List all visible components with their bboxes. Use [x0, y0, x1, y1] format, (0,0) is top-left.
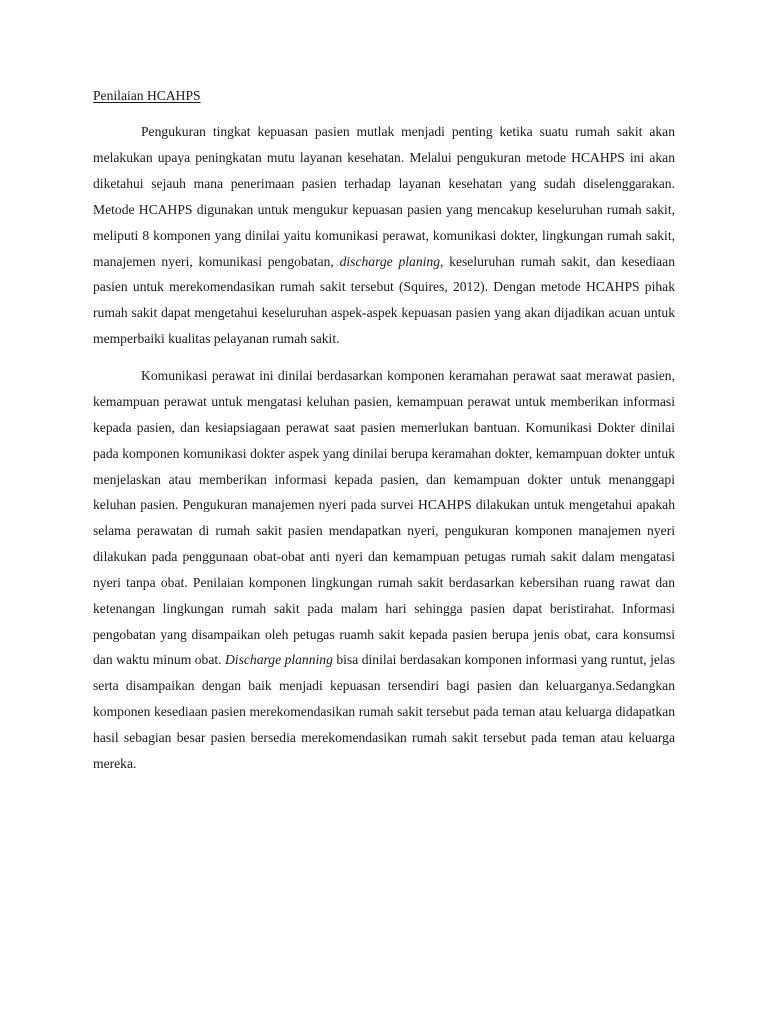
document-body	[93, 86, 675, 788]
section-heading: Penilaian HCAHPS	[93, 88, 201, 103]
paragraph-2-text-b: bisa dinilai berdasakan komponen informasi yang runtut, jelas serta disampaikan dengan baik menjadi kepuasan tersendiri bagi pasien dan keluarganya.Sedangkan komponen kesediaan pasien merekomendasikan rumah sakit tersebut pada teman atau keluarga didapatkan hasil sebagian besar pasien bersedia merekomendasikan rumah sakit tersebut pada teman atau keluarga mereka.	[93, 652, 675, 771]
paragraph-2-text-a: Komunikasi perawat ini dinilai berdasarkan komponen keramahan perawat saat merawat pasien, kemampuan perawat untuk mengatasi keluhan pasien, kemampuan perawat untuk memberikan informasi kepada pasien, dan kesiapsiagaan perawat saat pasien memerlukan bantuan. Komunikasi Dokter dinilai pada komponen komunikasi dokter aspek yang dinilai berupa keramahan dokter, kemampuan dokter untuk menjelaskan atau memberikan informasi kepada pasien, dan kemampuan dokter untuk menanggapi keluhan pasien. Pengukuran manajemen nyeri pada survei HCAHPS dilakukan untuk mengetahui apakah selama perawatan di rumah sakit pasien mendapatkan nyeri, pengukuran komponen manajemen nyeri dilakukan pada penggunaan obat-obat anti nyeri dan kemampuan petugas rumah sakit dalam mengatasi nyeri tanpa obat. Penilaian komponen lingkungan rumah sakit berdasarkan kebersihan ruang rawat dan ketenangan lingkungan rumah sakit pada malam hari sehingga pasien dapat beristirahat. Informasi pengobatan yang disampaikan oleh petugas ruamh sakit kepada pasien berupa jenis obat, cara konsumsi dan waktu minum obat.	[93, 368, 675, 668]
paragraph-2-italic-term: Discharge planning	[224, 652, 333, 668]
paragraph-2	[93, 363, 675, 777]
paragraph-1-italic-term: discharge planing	[339, 253, 441, 269]
paragraph-1-text-b: , keseluruhan rumah sakit, dan kesediaan pasien untuk merekomendasikan rumah sakit tersebut (Squires, 2012). Dengan metode HCAHPS pihak rumah sakit dapat mengetahui keseluruhan aspek-aspek kepuasan pasien yang akan dijadikan acuan untuk memperbaiki kualitas pelayanan rumah sakit.	[93, 253, 675, 347]
paragraph-1	[93, 119, 675, 352]
paragraph-1-text-a: Pengukuran tingkat kepuasan pasien mutlak menjadi penting ketika suatu rumah sakit akan melakukan upaya peningkatan mutu layanan kesehatan. Melalui pengukuran metode HCAHPS ini akan diketahui sejauh mana penerimaan pasien terhadap layanan kesehatan yang sudah diselenggarakan. Metode HCAHPS digunakan untuk mengukur kepuasan pasien yang mencakup keseluruhan rumah sakit, meliputi 8 komponen yang dinilai yaitu komunikasi perawat, komunikasi dokter, lingkungan rumah sakit, manajemen nyeri, komunikasi pengobatan,	[93, 124, 675, 269]
